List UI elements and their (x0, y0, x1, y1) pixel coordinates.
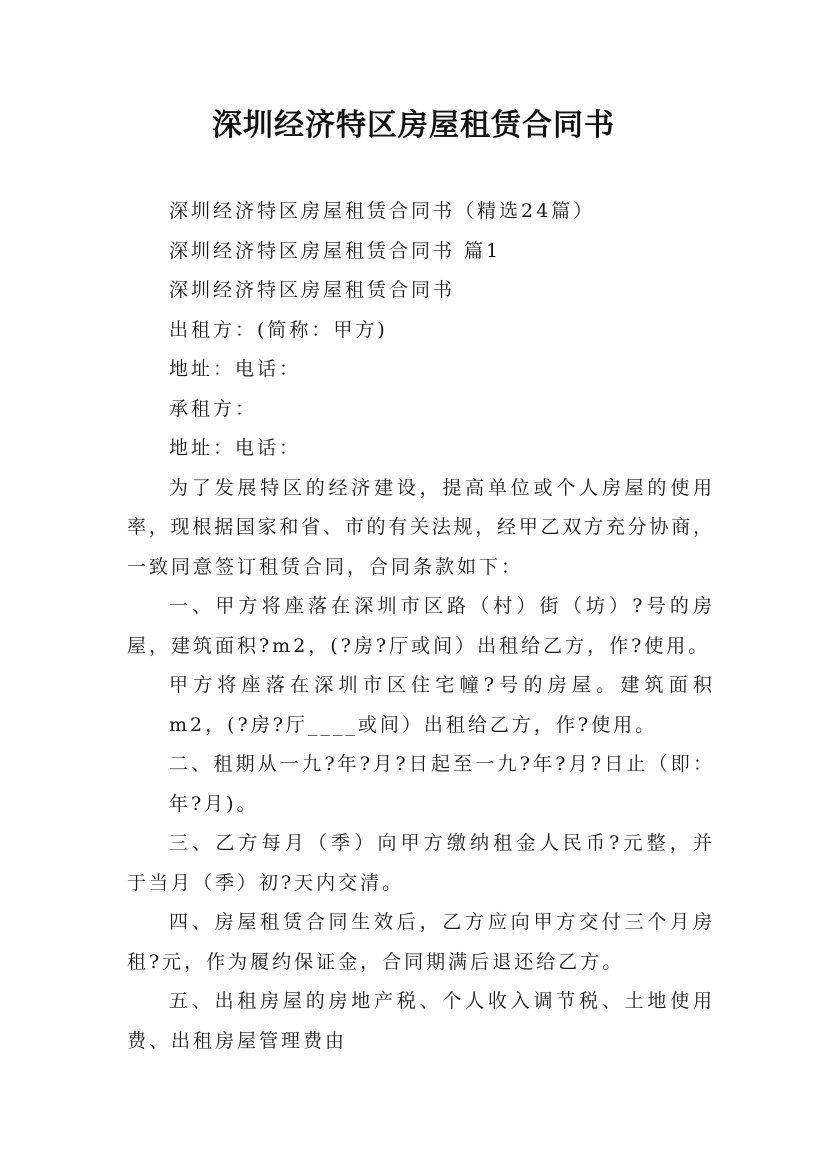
paragraph-line: 地址：电话： (169, 437, 302, 459)
paragraph-line: 屋，建筑面积?m2，(?房?厅或间）出租给乙方，作?使用。 (127, 634, 711, 657)
paragraph-line: 深圳经济特区房屋租赁合同书（精选24篇） (169, 200, 596, 222)
document-title: 深圳经济特区房屋租赁合同书 (212, 108, 615, 143)
paragraph-line: 深圳经济特区房屋租赁合同书 篇1 (169, 239, 502, 262)
paragraph-line: 三、乙方每月（季）向甲方缴纳租金人民币?元整，并 (169, 832, 712, 854)
paragraph-line: 年?月)。 (169, 792, 259, 815)
paragraph-line: 五、出租房屋的房地产税、个人收入调节税、土地使用 (169, 990, 712, 1012)
document-body (127, 192, 712, 1061)
paragraph-line: 承租方： (169, 397, 258, 420)
paragraph-line: 租?元，作为履约保证金，合同期满后退还给乙方。 (127, 950, 625, 973)
paragraph-line: 费、出租房屋管理费由 (127, 1029, 348, 1052)
paragraph-line: m2，(?房?厅____或间）出租给乙方，作?使用。 (169, 713, 658, 736)
paragraph-line: 甲方将座落在深圳市区住宅幢?号的房屋。建筑面积 (169, 674, 712, 696)
paragraph-line: 于当月（季）初?天内交清。 (127, 871, 405, 894)
paragraph-line: 率，现根据国家和省、市的有关法规，经甲乙双方充分协商， (127, 516, 712, 538)
paragraph-line: 地址：电话： (169, 358, 302, 380)
paragraph-line: 深圳经济特区房屋租赁合同书 (169, 279, 456, 301)
paragraph-line: 一、甲方将座落在深圳市区路（村）街（坊）?号的房 (169, 595, 712, 617)
paragraph-line: 为了发展特区的经济建设，提高单位或个人房屋的使用 (169, 476, 712, 499)
paragraph-line: 二、租期从一九?年?月?日起至一九?年?月?日止（即： (169, 753, 712, 775)
paragraph-line: 四、房屋租赁合同生效后，乙方应向甲方交付三个月房 (169, 911, 712, 933)
paragraph-line: 出租方：(简称：甲方) (169, 318, 388, 341)
paragraph-line: 一致同意签订租赁合同，合同条款如下： (127, 555, 524, 578)
